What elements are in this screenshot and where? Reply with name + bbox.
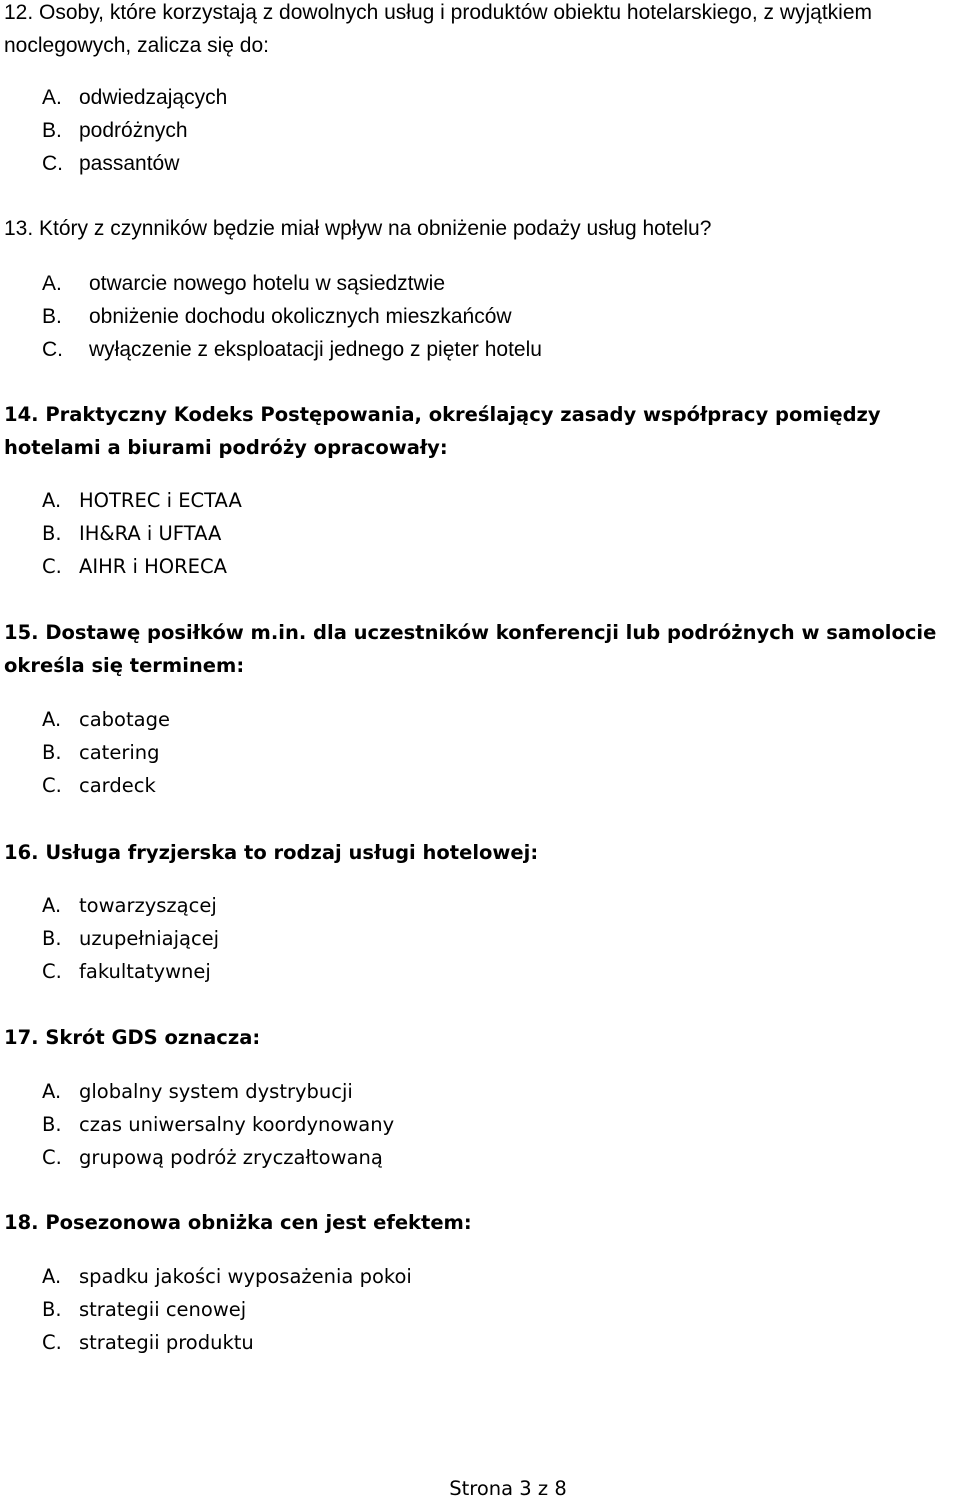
option-letter: B. — [42, 927, 62, 950]
option-text: podróżnych — [79, 119, 188, 142]
question-14-options — [42, 484, 242, 583]
question-16-options — [42, 889, 219, 988]
question-13-title: 13. Który z czynników będzie miał wpływ na obniżenie podaży usług hotelu? — [4, 217, 712, 240]
question-18-title: 18. Posezonowa obniżka cen jest efektem: — [4, 1211, 472, 1234]
option-letter: C. — [42, 1331, 62, 1354]
option-letter: C. — [42, 338, 63, 361]
option-item — [42, 81, 227, 114]
option-text: fakultatywnej — [79, 960, 211, 983]
option-text: uzupełniającej — [79, 927, 220, 950]
option-text: towarzyszącej — [79, 894, 217, 917]
option-letter: B. — [42, 119, 62, 142]
option-item — [42, 300, 542, 333]
option-letter: B. — [42, 741, 62, 764]
option-text: AIHR i HORECA — [79, 555, 227, 578]
question-16-title: 16. Usługa fryzjerska to rodzaj usługi hotelowej: — [4, 841, 539, 864]
question-12-options — [42, 81, 227, 180]
option-text: strategii produktu — [79, 1331, 254, 1354]
option-item — [42, 1326, 412, 1359]
question-18-options — [42, 1260, 412, 1359]
option-text: odwiedzających — [79, 86, 228, 109]
option-letter: B. — [42, 1298, 62, 1321]
question-15-options — [42, 703, 170, 802]
question-15-title: 15. Dostawę posiłków m.in. dla uczestników konferencji lub podróżnych w samolocie określa się terminem: — [4, 621, 937, 677]
option-text: czas uniwersalny koordynowany — [79, 1113, 395, 1136]
option-letter: A. — [42, 708, 62, 731]
option-item — [42, 517, 242, 550]
option-letter: A. — [42, 894, 62, 917]
option-text: otwarcie nowego hotelu w sąsiedztwie — [89, 272, 446, 295]
question-12-title: 12. Osoby, które korzystają z dowolnych usług i produktów obiektu hotelarskiego, z wyjątkiem noclegowych, zalicza się do: — [4, 1, 873, 57]
option-text: cardeck — [79, 774, 156, 797]
question-17-options — [42, 1075, 394, 1174]
option-item — [42, 736, 170, 769]
option-text: HOTREC i ECTAA — [79, 489, 242, 512]
option-item — [42, 703, 170, 736]
option-item — [42, 1293, 412, 1326]
option-letter: B. — [42, 522, 62, 545]
option-letter: A. — [42, 272, 62, 295]
option-text: obniżenie dochodu okolicznych mieszkańców — [89, 305, 512, 328]
page-number: Strona 3 z 8 — [449, 1477, 567, 1500]
option-item — [42, 1075, 394, 1108]
option-letter: A. — [42, 1265, 62, 1288]
option-letter: C. — [42, 555, 62, 578]
question-14-title: 14. Praktyczny Kodeks Postępowania, określający zasady współpracy pomiędzy hotelami a biurami podróży opracowały: — [4, 403, 881, 459]
option-item — [42, 333, 542, 366]
option-text: IH&RA i UFTAA — [79, 522, 222, 545]
option-letter: C. — [42, 960, 62, 983]
option-item — [42, 1260, 412, 1293]
option-item — [42, 889, 219, 922]
option-text: spadku jakości wyposażenia pokoi — [79, 1265, 412, 1288]
option-letter: C. — [42, 774, 62, 797]
question-17-title: 17. Skrót GDS oznacza: — [4, 1026, 261, 1049]
option-letter: B. — [42, 305, 62, 328]
option-item — [42, 1108, 394, 1141]
option-item — [42, 550, 242, 583]
option-text: cabotage — [79, 708, 170, 731]
option-text: wyłączenie z eksploatacji jednego z pięter hotelu — [89, 338, 542, 361]
option-letter: C. — [42, 152, 63, 175]
option-item — [42, 955, 219, 988]
option-item — [42, 484, 242, 517]
option-letter: C. — [42, 1146, 62, 1169]
option-item — [42, 922, 219, 955]
option-item — [42, 267, 542, 300]
option-letter: A. — [42, 489, 62, 512]
option-text: grupową podróż zryczałtowaną — [79, 1146, 383, 1169]
option-text: globalny system dystrybucji — [79, 1080, 353, 1103]
option-letter: A. — [42, 1080, 62, 1103]
option-text: catering — [79, 741, 160, 764]
option-text: strategii cenowej — [79, 1298, 247, 1321]
question-13-options — [42, 267, 542, 366]
option-text: passantów — [79, 152, 180, 175]
option-item — [42, 1141, 394, 1174]
option-letter: A. — [42, 86, 62, 109]
option-item — [42, 147, 227, 180]
option-item — [42, 114, 227, 147]
option-item — [42, 769, 170, 802]
option-letter: B. — [42, 1113, 62, 1136]
